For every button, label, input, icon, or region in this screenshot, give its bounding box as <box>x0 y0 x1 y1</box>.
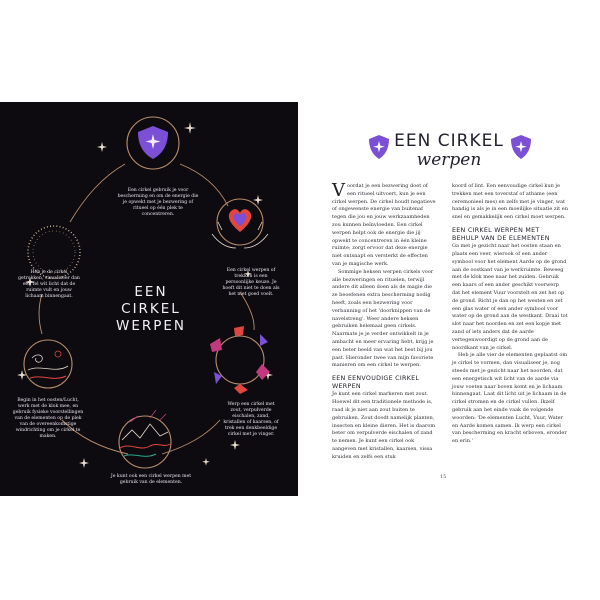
left-page <box>0 102 298 496</box>
drop-cap: V <box>332 180 345 201</box>
sparkle-icon <box>230 440 240 450</box>
shield-icon <box>510 134 532 160</box>
paragraph: oordat je een bezwering doet of een ritueel uitvoert, kun je een cirkel werpen. De cirkel houdt negatieve of ongewenste energie van buitenaf tegen die jou en jouw werkzaamheden zou kunnen beïnvloeden. Een cirkel werpen helpt ook de energie die jij opwekt te concentreren in één kleine ruimte; zorgt ervoor dat deze energie niet ontsnapt en versterkt de effecten van je magische werk. <box>332 183 436 267</box>
wind-sun-icon <box>24 340 72 388</box>
section-heading: EEN CIRKEL WERPEN MET BEHULP VAN DE ELEMENTEN <box>452 226 550 242</box>
sparkle-icon <box>97 142 107 152</box>
paragraph: Sommige heksen werpen cirkels voor alle bezweringen en rituelen, terwijl andere dit alleen doen als de magie die ze beoefenen extra bescherming nodig heeft, zoals een bezwering voor verbanning of het 'doorknippen van de navelstreng'. Weer andere heksen gebruiken helemaal geen cirkels. Naarmate je je verder ontwikkelt in je ambacht en meer ervaring hebt, krijg je een beter beeld van wat het best bij jou past. Hieronder twee van mijn favoriete manieren om een cirkel te werpen. <box>332 268 434 369</box>
paragraph: Heb je alle vier de elementen geplaatst om je cirkel te vormen, dan visualiseer je, nog steeds met je gezicht naar het noorden, dat een energetisch wit licht van de aarde via jouw voeten naar boven komt en je lichaam binnengaat. Laat dit licht uit je lichaam in de cirkel stromen en de cirkel vullen. Ikzelf gebruik aan het einde vaak de volgende woorden: 'De elementen Lucht, Vuur, Water en Aarde komen samen. Ik werp een cirkel van bescherming en kracht erboven, eronder en erin.' <box>452 352 568 445</box>
center-title-line1: EEN CIRKEL <box>121 284 181 317</box>
caption-right-top: Een cirkel werpen of trekken is een persoonlijke keuze. Je hoeft dit niet te doen als het niet goed voelt. <box>222 268 280 297</box>
sparkle-icon <box>202 458 210 466</box>
center-title <box>102 284 200 335</box>
crystal-ring-icon <box>210 326 270 394</box>
paragraph: koord of lint. Een eenvoudige cirkel kun je trekken met een toverstaf of athame (een ceremonieel mes) en zelfs met je vinger, wat handig is als je in een moeilijke situatie zit en snel en gemakkelijk een cirkel moet werpen. <box>452 183 568 221</box>
page-title: EEN CIRKEL <box>394 131 504 151</box>
sparkle-icon <box>79 458 89 468</box>
caption-bottom: Je kunt ook een cirkel werpen met gebruik van de elementen. <box>110 474 192 485</box>
text-column-1 <box>332 180 436 461</box>
paragraph: Ga met je gezicht naar het oosten staan en plaats een veer, wierook of een ander symbool voor het element Aarde op de grond aan de oostkant van je werkruimte. Beweeg met de klok mee naar het zuiden. Gebruik een kaars of een ander geschikt voorwerp dat het element Vuur voorstelt en zet het op de grond. Richt je dan op het westen en zet een glas water of een ander symbool voor water op de grond aan de westkant. Draai tot slot naar het noorden en zet een kopje met zand of iets anders dat de aarde vertegenwoordigt op de grond aan de noordkant van je cirkel. <box>452 243 568 351</box>
caption-top: Een cirkel gebruik je voor bescherming en om de energie die je opwekt met je bezwering of ritueel op één plek te concentreren. <box>117 188 199 217</box>
shield-icon <box>368 134 390 160</box>
hands-heart-icon <box>212 199 268 248</box>
section-heading: EEN EENVOUDIGE CIRKEL WERPEN <box>332 375 420 390</box>
landscape-icon <box>119 410 171 468</box>
sparkle-icon <box>184 122 196 134</box>
page-number: 15 <box>440 474 447 480</box>
caption-left-top: Heb je de cirkel getrokken, visualiseer dan een fel wit licht dat de ruimte vult en jouw lichaam binnengaat. <box>18 270 80 299</box>
center-title-line2: WERPEN <box>115 318 187 334</box>
text-column-2 <box>452 183 568 446</box>
paragraph: Je kunt een cirkel markeren met zout. Hoewel dit een traditionele methode is, raad ik je niet aan zout buiten te gebruiken. Zout doodt namelijk planten, insecten en kleine dieren. Het is daarom beter om verpulverde eischalen of zand te nemen. Je kunt een cirkel ook aangeven met kristallen, kaarsen, vissa kruiden en zelfs een stuk <box>332 391 436 460</box>
page-subtitle: werpen <box>416 150 482 170</box>
caption-left-bottom: Begin in het oosten/Lucht, werk met de klok mee, en gebruik fysieke voorstellingen van de elementen op de plek van de overeenkomstige windrichting om je cirkel te maken. <box>12 398 84 439</box>
shield-star-icon <box>127 117 179 169</box>
caption-right-bottom: Werp een cirkel met zout, verpulverde eischalen, zand, kristallen of kaarsen, of trek een denkbeeldige cirkel met je vinger. <box>223 402 279 437</box>
